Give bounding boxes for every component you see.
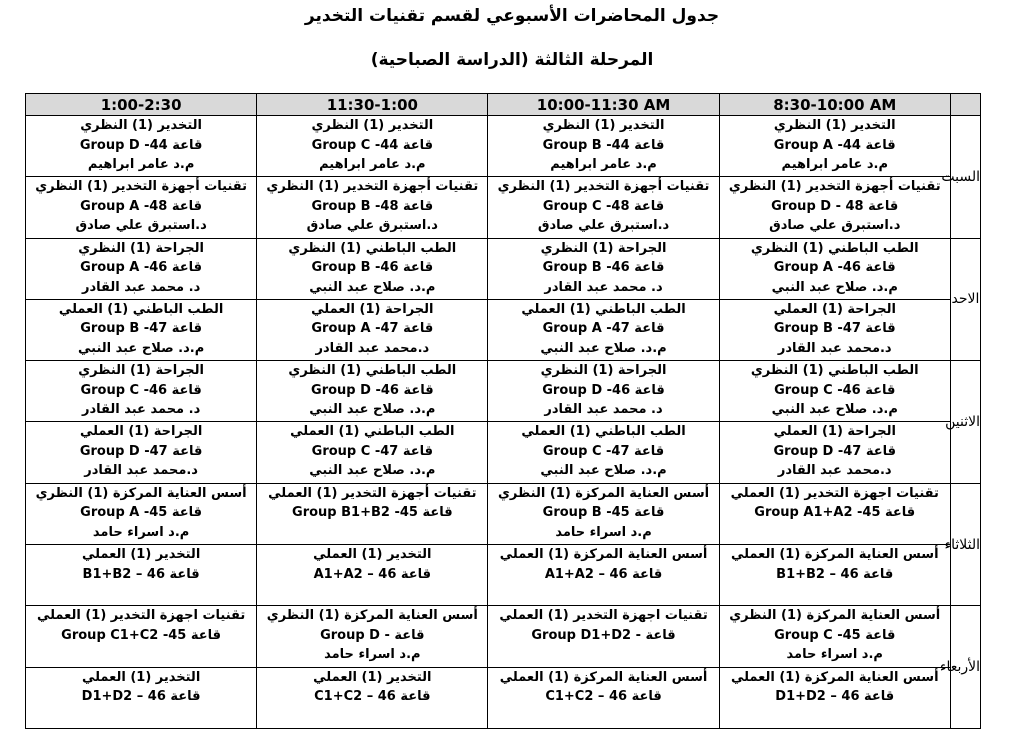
room-group: قاعة 48- Group C [542,198,665,214]
lecture-cell [26,483,257,544]
room-group: قاعة 46- Group A [773,260,896,276]
instructor-name: م.د. صلاح عبد النبي [771,279,898,295]
course-name: الجراحة (1) العملي [773,301,896,317]
lecture-cell [719,177,950,238]
lecture-cell [488,667,719,728]
lecture-cell [26,361,257,422]
lecture-cell [257,545,488,606]
room-group: قاعة 46 – B1+B2 [776,566,894,582]
lecture-cell [719,545,950,606]
header-row [26,94,981,116]
lecture-cell [719,361,950,422]
course-name: الجراحة (1) النظري [78,363,205,379]
course-name: الجراحة (1) النظري [540,363,667,379]
course-name: أسس العناية المركزة (1) العملي [730,547,939,563]
lecture-cell [257,422,488,483]
lecture-cell [257,606,488,667]
course-name: الطب الباطني (1) النظري [288,363,457,379]
lecture-cell [488,483,719,544]
course-name: التخدير (1) العملي [81,547,201,563]
instructor-name: د.استبرق علي صادق [537,218,670,234]
instructor-name: م.د عامر ابراهيم [550,157,657,172]
lecture-cell [257,238,488,299]
room-group: قاعة 46- Group B [542,260,665,276]
course-name: تقنيات اجهزة التخدير (1) العملي [730,485,939,501]
lecture-cell [257,299,488,360]
course-name: تقنيات أجهزة التخدير (1) النظري [728,179,941,195]
instructor-name: م.د. صلاح عبد النبي [309,402,436,418]
lecture-cell [488,422,719,483]
room-group: قاعة 44- Group B [542,137,665,153]
lecture-cell [26,238,257,299]
instructor-name: م.د. صلاح عبد النبي [309,463,436,479]
day-label: الاحد [950,238,980,361]
course-name: أسس العناية المركزة (1) النظري [498,485,710,501]
room-group: قاعة 47- Group D [773,443,897,459]
course-name: أسس العناية المركزة (1) النظري [35,485,247,501]
instructor-name: د.استبرق علي صادق [769,218,901,234]
schedule-row [26,422,981,483]
page-title: جدول المحاضرات الأسبوعي لقسم تقنيات التخدير [304,6,720,26]
room-group: قاعة 47- Group C [311,443,433,459]
instructor-name: م.د اسراء حامد [324,647,421,663]
room-group: قاعة 46 – A1+A2 [544,566,663,582]
room-group: قاعة - Group D1+D2 [531,627,676,643]
room-group: قاعة 47- Group A [311,321,434,337]
course-name: التخدير (1) النظري [311,118,434,133]
time-slot-header: 10:00-11:30 AM [488,94,719,116]
room-group: قاعة 44- Group C [311,137,433,153]
room-group: قاعة 45- Group B [542,505,665,521]
instructor-name: م.د. صلاح عبد النبي [540,340,667,356]
time-slot-header: 1:00-2:30 [26,94,257,116]
schedule-table [25,93,981,729]
schedule-row [26,361,981,422]
lecture-cell [26,422,257,483]
instructor-name: م.د اسراء حامد [786,647,883,663]
course-name: تقنيات أجهزة التخدير (1) النظري [266,179,479,195]
schedule-row [26,299,981,360]
lecture-cell [257,667,488,728]
room-group: قاعة - Group D [320,627,425,643]
course-name: التخدير (1) العملي [313,547,432,563]
room-group: قاعة 45- Group A [80,505,203,521]
room-group: قاعة 46- Group D [542,382,665,398]
lecture-cell [488,116,719,177]
room-group: قاعة 44- Group D [79,137,203,153]
schedule-row [26,238,981,299]
instructor-name: م.د عامر ابراهيم [87,157,195,172]
lecture-cell [488,238,719,299]
lecture-cell [719,116,950,177]
lecture-cell [26,299,257,360]
room-group: قاعة 48 - Group D [771,198,899,214]
lecture-cell [488,299,719,360]
day-label: الاثنين [950,361,980,484]
time-slot-header: 8:30-10:00 AM [719,94,950,116]
lecture-cell [488,606,719,667]
course-name: التخدير (1) النظري [773,118,896,133]
room-group: قاعة 45- Group C [774,627,896,643]
lecture-cell [26,116,257,177]
course-name: أسس العناية المركزة (1) النظري [729,608,941,624]
room-group: قاعة 46 – A1+A2 [313,566,432,582]
room-group: قاعة 46- Group C [774,382,896,398]
lecture-cell [488,545,719,606]
course-name: التخدير (1) النظري [542,118,665,133]
schedule-row [26,177,981,238]
instructor-name: م.د اسراء حامد [92,524,190,540]
instructor-name: د.محمد عبد القادر [777,463,892,479]
instructor-name: د. محمد عبد القادر [81,279,201,295]
instructor-name: د. محمد عبد القادر [81,402,201,418]
lecture-cell [719,606,950,667]
room-group: قاعة 44- Group A [773,137,896,153]
room-group: قاعة 45- Group A1+A2 [754,505,916,521]
instructor-name: د. محمد عبد القادر [544,402,663,418]
lecture-cell [257,361,488,422]
course-name: أسس العناية المركزة (1) العملي [730,669,939,685]
room-group: قاعة 47- Group C [542,443,665,459]
day-label: السبت [950,116,980,239]
course-name: الطب الباطني (1) العملي [521,301,686,317]
room-group: قاعة 48- Group A [80,198,203,214]
time-slot-header: 11:30-1:00 [257,94,488,116]
room-group: قاعة 46 – C1+C2 [545,689,662,705]
course-name: الطب الباطني (1) العملي [290,424,455,440]
course-name: أسس العناية المركزة (1) العملي [499,547,708,563]
course-name: الطب الباطني (1) العملي [58,301,224,317]
lecture-cell [719,238,950,299]
room-group: قاعة 47- Group B [773,321,896,337]
schedule-row [26,483,981,544]
lecture-cell [257,177,488,238]
course-name: أسس العناية المركزة (1) العملي [499,669,708,685]
room-group: قاعة 45- Group B1+B2 [292,505,453,521]
schedule-row [26,606,981,667]
course-name: التخدير (1) النظري [80,118,203,133]
day-label: الثلاثاء [950,483,980,606]
instructor-name: م.د اسراء حامد [555,524,652,540]
course-name: الطب الباطني (1) العملي [521,424,686,440]
course-name: التخدير (1) العملي [81,669,201,685]
room-group: قاعة 46- Group C [80,382,202,398]
course-name: التخدير (1) العملي [313,669,432,685]
instructor-name: د.محمد عبد القادر [84,463,198,479]
room-group: قاعة 45- Group C1+C2 [61,627,222,643]
course-name: تقنيات أجهزة التخدير (1) النظري [35,179,248,195]
instructor-name: م.د. صلاح عبد النبي [309,279,436,295]
room-group: قاعة 46 – D1+D2 [81,689,201,705]
lecture-cell [257,116,488,177]
lecture-cell [488,361,719,422]
instructor-name: م.د. صلاح عبد النبي [540,463,667,479]
course-name: الجراحة (1) النظري [540,240,667,256]
lecture-cell [719,422,950,483]
course-name: تقنيات أجهزة التخدير (1) النظري [497,179,710,195]
room-group: قاعة 46 – D1+D2 [775,689,895,705]
course-name: الجراحة (1) العملي [773,424,896,440]
room-group: قاعة 47- Group A [542,321,665,337]
lecture-cell [719,483,950,544]
page-subtitle: المرحلة الثالثة (الدراسة الصباحية) [370,50,654,70]
instructor-name: م.د عامر ابراهيم [319,157,426,172]
course-name: الجراحة (1) النظري [78,240,205,256]
course-name: الطب الباطني (1) النظري [288,240,457,256]
lecture-cell [719,667,950,728]
room-group: قاعة 46 – B1+B2 [82,566,200,582]
instructor-name: م.د عامر ابراهيم [781,157,888,172]
room-group: قاعة 46- Group A [80,260,203,276]
lecture-cell [719,299,950,360]
course-name: الطب الباطني (1) النظري [750,240,919,256]
course-name: الجراحة (1) العملي [311,301,434,317]
room-group: قاعة 47- Group D [79,443,203,459]
instructor-name: د. محمد عبد القادر [544,279,663,295]
instructor-name: د.استبرق علي صادق [306,218,438,234]
schedule-row [26,545,981,606]
instructor-name: د.محمد عبد القادر [315,340,430,356]
header-corner [950,94,980,116]
room-group: قاعة 46- Group D [311,382,434,398]
course-name: الطب الباطني (1) النظري [750,363,919,379]
lecture-cell [26,177,257,238]
room-group: قاعة 47- Group B [80,321,202,337]
day-label: الأربعاء [950,606,980,729]
lecture-cell [26,545,257,606]
room-group: قاعة 46- Group B [311,260,434,276]
course-name: تقنيات أجهزة التخدير (1) العملي [268,485,477,501]
lecture-cell [488,177,719,238]
instructor-name: م.د. صلاح عبد النبي [771,402,898,418]
course-name: تقنيات اجهزة التخدير (1) العملي [499,608,708,624]
room-group: قاعة 46 – C1+C2 [314,689,431,705]
lecture-cell [26,606,257,667]
room-group: قاعة 48- Group B [311,198,434,214]
instructor-name: د.محمد عبد القادر [777,340,892,356]
lecture-cell [26,667,257,728]
instructor-name: م.د. صلاح عبد النبي [77,340,205,356]
lecture-cell [257,483,488,544]
schedule-row [26,116,981,177]
course-name: تقنيات اجهزة التخدير (1) العملي [36,608,246,624]
course-name: أسس العناية المركزة (1) النظري [266,608,478,624]
course-name: الجراحة (1) العملي [79,424,203,440]
instructor-name: د.استبرق علي صادق [75,218,207,234]
schedule-row [26,667,981,728]
